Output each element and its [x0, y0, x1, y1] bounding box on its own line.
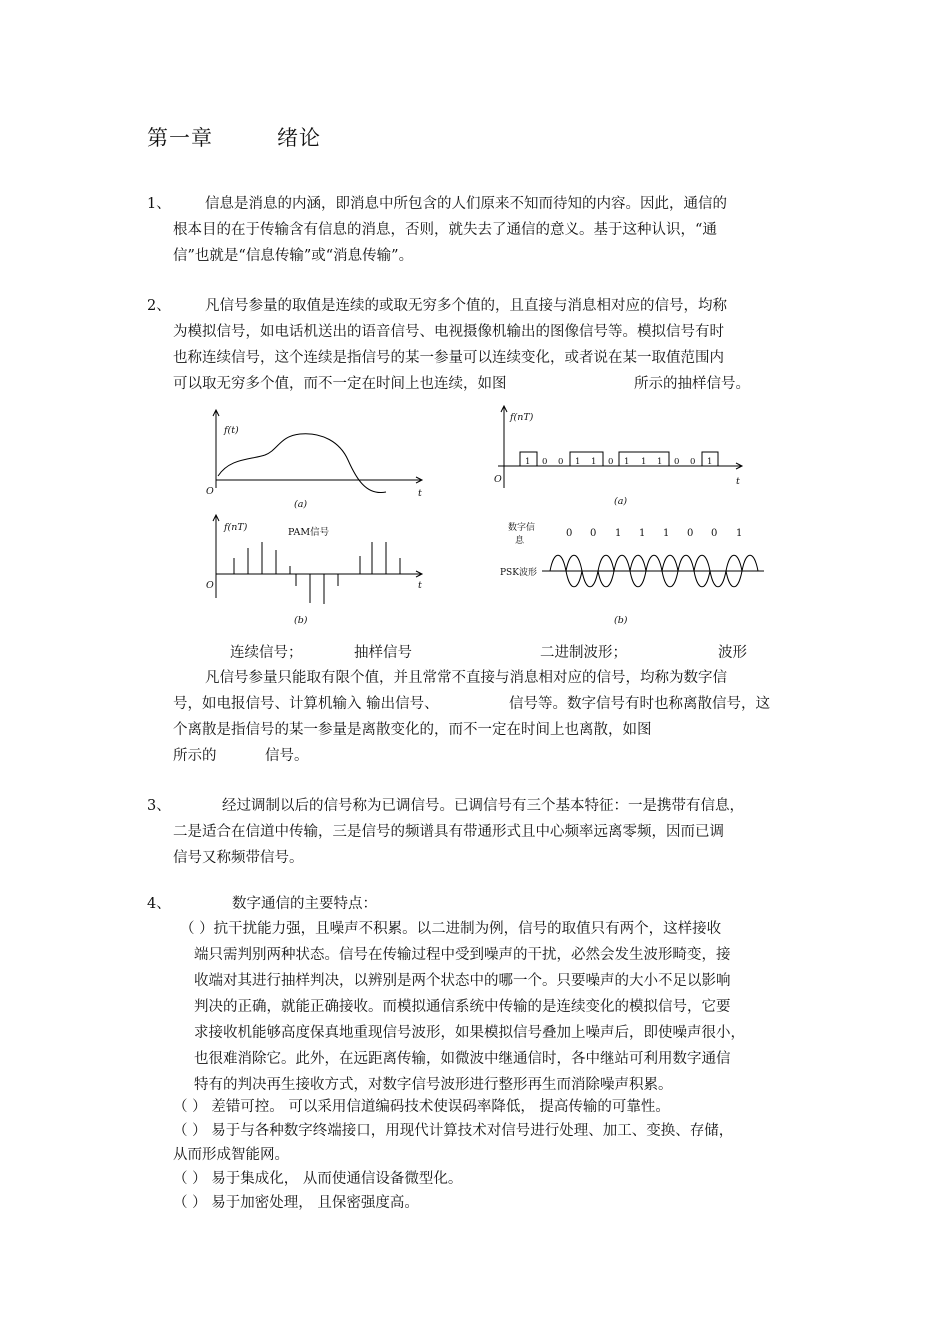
figure-caption-binary: 二进制波形；: [540, 645, 627, 661]
item-1-line-7: 特有的判决再生接收方式，对数字信号波形进行整形再生而消除噪声积累。: [194, 1077, 673, 1093]
section-3-line-3: 信号又称频带信号。: [173, 850, 304, 866]
binary-bit: 1: [575, 457, 581, 467]
section-3-number: 3、: [147, 798, 171, 814]
fig-b-left-origin: O: [206, 580, 214, 591]
chapter-name: 绪论: [277, 126, 321, 150]
figure-caption-waveform: 波形: [718, 645, 747, 661]
section-2-line-3: 也称连续信号，这个连续是指信号的某一参量可以连续变化，或者说在某一取值范围内: [173, 350, 724, 366]
item-1-line-2: 端只需判别两种状态。信号在传输过程中受到噪声的干扰，必然会发生波形畸变，接: [194, 947, 731, 963]
fig-a-left-ylabel: f(t): [224, 425, 239, 436]
psk-bit: 1: [639, 528, 646, 539]
digital-line-3: 个离散是指信号的某一参量是离散变化的，而不一定在时间上也离散，如图: [173, 722, 652, 738]
fig-b-left-ylabel: f(nT): [224, 522, 248, 533]
binary-bit: 1: [707, 457, 713, 467]
binary-waveform: [504, 452, 730, 466]
item-1-line-5: 求接收机能够高度保真地重现信号波形，如果模拟信号叠加上噪声后，即使噪声很小，: [194, 1025, 745, 1041]
section-4-number: 4、: [147, 896, 171, 912]
section-1-number: 1、: [147, 196, 171, 212]
psk-bit: 0: [566, 528, 573, 539]
digital-line-4a: 所示的: [173, 748, 217, 764]
fig-a-left-caption: (a): [294, 499, 308, 510]
section-3-line-1: 经过调制以后的信号称为已调信号。已调信号有三个基本特征：一是携带有信息，: [222, 798, 744, 814]
fig-b-left-caption: (b): [294, 615, 308, 626]
digital-line-2a: 号，如电报信号、计算机输入 输出信号、: [173, 696, 439, 712]
item-4: （ ） 易于集成化， 从而使通信设备微型化。: [173, 1171, 463, 1187]
psk-bit: 1: [663, 528, 670, 539]
fig-a-right-caption: (a): [614, 496, 628, 507]
fig-a-left-xlabel: t: [418, 488, 422, 499]
digital-line-2b: 信号等。数字信号有时也称离散信号，这: [509, 696, 770, 712]
binary-bit: 1: [591, 457, 597, 467]
item-3-line-1: （ ） 易于与各种数字终端接口，用现代计算技术对信号进行处理、加工、变换、存储，: [173, 1123, 734, 1139]
digital-line-4b: 信号。: [265, 748, 309, 764]
digital-line-1: 凡信号参量只能取有限个值，并且常常不直接与消息相对应的信号，均称为数字信: [205, 670, 727, 686]
fig-a-left-origin: O: [206, 486, 214, 497]
section-4-heading: 数字通信的主要特点：: [232, 896, 377, 912]
section-1-line-1: 信息是消息的内涵，即消息中所包含的人们原来不知而待知的内容。因此，通信的: [205, 196, 727, 212]
fig-b-right-label-digital-2: 息: [515, 536, 525, 546]
item-1-line-6: 也很难消除它。此外，在远距离传输，如微波中继通信时，各中继站可利用数字通信: [194, 1051, 731, 1067]
fig-b-left-xlabel: t: [418, 580, 422, 591]
section-1-line-3: 信”也就是“信息传输”或“消息传输”。: [173, 248, 414, 264]
binary-bit: 0: [674, 457, 680, 467]
fig-b-right-label-digital-1: 数字信: [508, 523, 536, 533]
item-1-line-1: （ ）抗干扰能力强，且噪声不积累。以二进制为例，信号的取值只有两个，这样接收: [180, 921, 722, 937]
fig-a-left-curve: [218, 434, 386, 493]
figure-caption-continuous: 连续信号；: [230, 645, 303, 661]
item-5: （ ） 易于加密处理， 且保密强度高。: [173, 1195, 419, 1211]
psk-bit: 1: [736, 528, 743, 539]
binary-bit: 1: [624, 457, 630, 467]
binary-bit: 1: [657, 457, 663, 467]
section-2-number: 2、: [147, 298, 171, 314]
item-2: （ ） 差错可控。 可以采用信道编码技术使误码率降低， 提高传输的可靠性。: [173, 1099, 670, 1115]
fig-a-right-origin: O: [494, 474, 502, 485]
section-2-line-4b: 所示的抽样信号。: [634, 376, 750, 392]
section-2-line-1: 凡信号参量的取值是连续的或取无穷多个值的，且直接与消息相对应的信号，均称: [205, 298, 727, 314]
figure-caption-sampled: 抽样信号: [354, 645, 412, 661]
fig-b-right-caption: (b): [614, 615, 628, 626]
binary-bit: 0: [558, 457, 564, 467]
section-2-line-4a: 可以取无穷多个值，而不一定在时间上也连续，如图: [173, 376, 507, 392]
binary-bit: 1: [525, 457, 531, 467]
fig-a-right-xlabel: t: [736, 476, 740, 487]
fig-b-left-note: PAM信号: [288, 527, 330, 538]
psk-bit: 0: [590, 528, 597, 539]
chapter-title: [147, 122, 321, 152]
fig-b-right-label-psk: PSK波形: [500, 568, 537, 578]
section-2-line-2: 为模拟信号，如电话机送出的语音信号、电视摄像机输出的图像信号等。模拟信号有时: [173, 324, 724, 340]
signal-figure: [190, 400, 790, 630]
item-1-line-3: 收端对其进行抽样判决，以辨别是两个状态中的哪一个。只要噪声的大小不足以影响: [194, 973, 731, 989]
psk-bit: 0: [687, 528, 694, 539]
binary-bit: 0: [690, 457, 696, 467]
psk-bit: 1: [615, 528, 622, 539]
fig-a-right-ylabel: f(nT): [510, 412, 534, 423]
binary-bit: 1: [641, 457, 647, 467]
chapter-label: 第一章: [147, 126, 213, 150]
section-1-line-2: 根本目的在于传输含有信息的消息，否则，就失去了通信的意义。基于这种认识，“通: [173, 222, 717, 238]
binary-bit: 0: [542, 457, 548, 467]
psk-bit: 0: [711, 528, 718, 539]
binary-bit: 0: [608, 457, 614, 467]
section-3-line-2: 二是适合在信道中传输，三是信号的频谱具有带通形式且中心频率远离零频，因而已调: [173, 824, 724, 840]
item-1-line-4: 判决的正确，就能正确接收。而模拟通信系统中传输的是连续变化的模拟信号，它要: [194, 999, 731, 1015]
item-3-line-2: 从而形成智能网。: [173, 1147, 289, 1163]
